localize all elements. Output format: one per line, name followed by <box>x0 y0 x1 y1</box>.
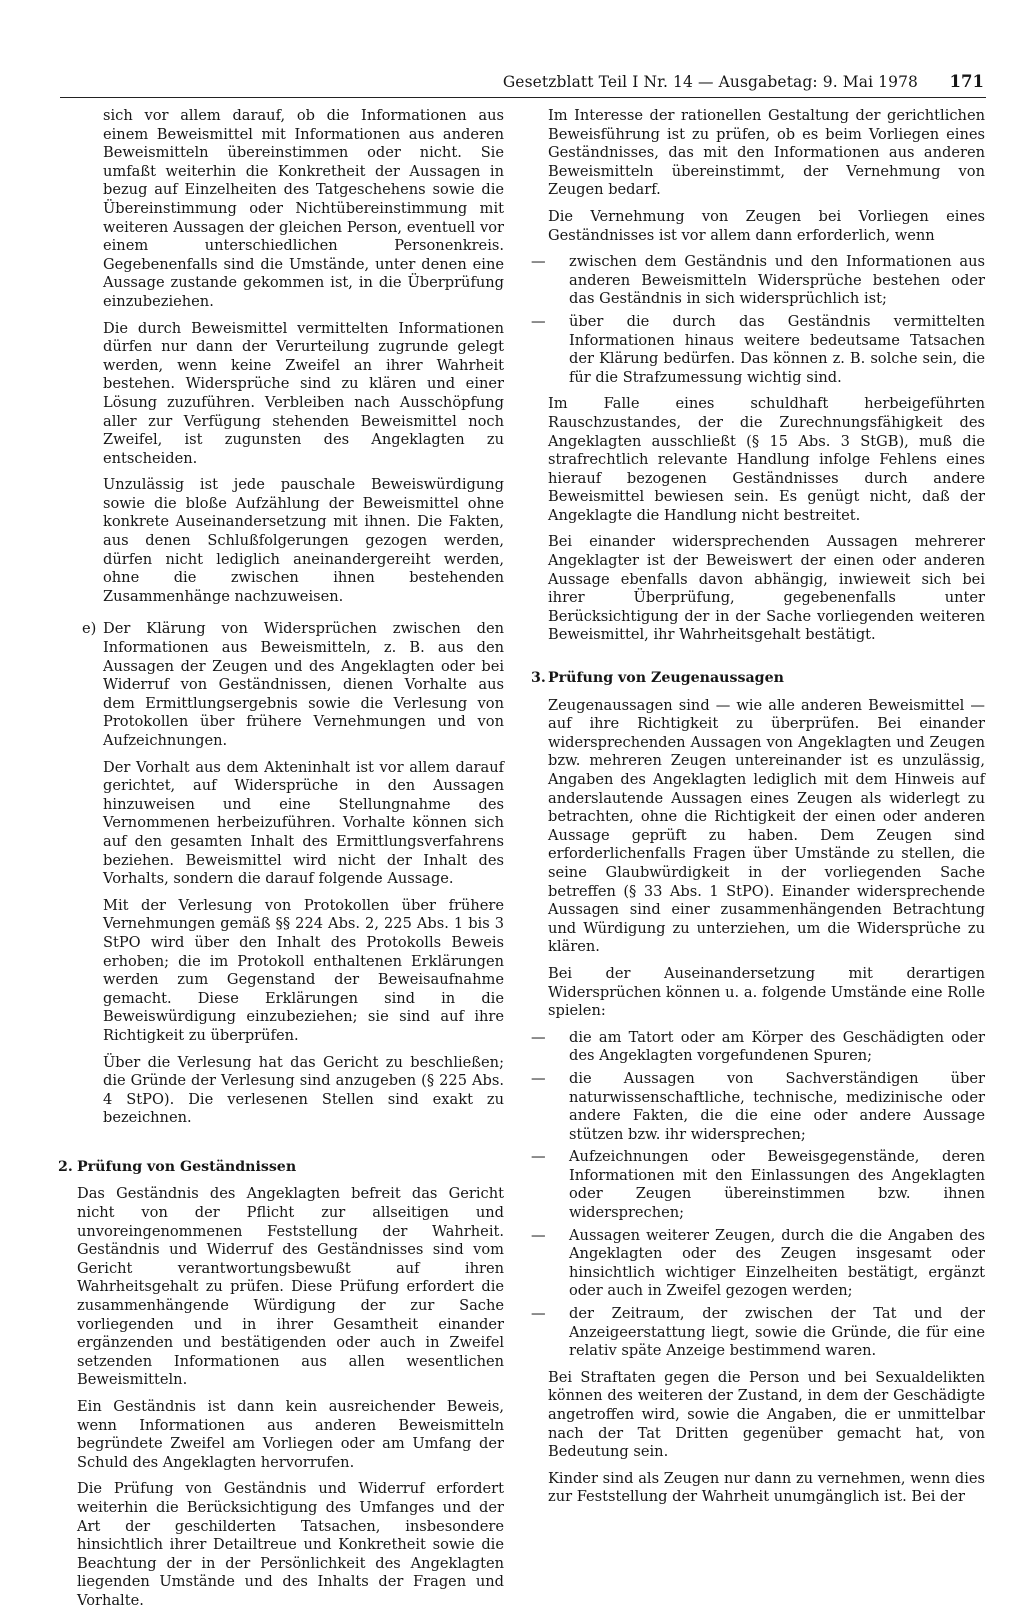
list-item: — Aussagen weiterer Zeugen, durch die die Angaben des Angeklagten oder des Zeugen insgesamt oder hinsichtlich wichtiger Einzelheiten bestätigt, ergänzt oder auch in Zweifel gezogen werden; <box>531 1227 985 1301</box>
paragraph: Der Vorhalt aus dem Akteninhalt ist vor allem darauf gerichtet, auf Widersprüche in den Aussagen hinzuweisen und eine Stellungnahme des Vernommenen herbeizuführen. Vorhalte können sich auf den gesamten Inhalt des Ermittlungsverfahrens beziehen. Beweismittel wird nicht der Inhalt des Vorhalts, sondern die darauf folgende Aussage. <box>103 758 504 888</box>
paragraph: Über die Verlesung hat das Gericht zu beschließen; die Gründe der Verlesung sind anzugeben (§ 225 Abs. 4 StPO). Die verlesenen Stellen sind exakt zu bezeichnen. <box>103 1053 504 1127</box>
section-title: Prüfung von Geständnissen <box>77 1158 297 1175</box>
list-item: — zwischen dem Geständnis und den Informationen aus anderen Beweismitteln Widersprüche bestehen oder das Geständnis in sich widersprüchlich ist; <box>531 253 985 309</box>
list-item: — die Aussagen von Sachverständigen über naturwissenschaftliche, technische, medizinische oder andere Fakten, die die eine oder andere Aussage stützen bzw. ihr widersprechen; <box>531 1070 985 1144</box>
enum-marker: e) <box>82 620 97 638</box>
left-column <box>56 107 504 1619</box>
section-number: 2. <box>58 1158 73 1175</box>
paragraph: Bei der Auseinandersetzung mit derartigen Widersprüchen können u. a. folgende Umstände eine Rolle spielen: <box>548 964 985 1020</box>
enumerated-item-e <box>56 620 504 750</box>
paragraph: Die Vernehmung von Zeugen bei Vorliegen eines Geständnisses ist vor allem dann erforderlich, wenn <box>548 207 985 244</box>
paragraph: Der Klärung von Widersprüchen zwischen den Informationen aus Beweismitteln, z. B. aus den Aussagen der Zeugen und des Angeklagten oder bei Widerruf von Geständnissen, dienen Vorhalte aus dem Ermittlungsergebnis sowie die Verlesung von Protokollen über frühere Vernehmungen und von Aufzeichnungen. <box>103 620 504 749</box>
list-item: — Aufzeichnungen oder Beweisgegenstände, deren Informationen mit den Einlassungen des Angeklagten oder Zeugen übereinstimmen bzw. ihnen widersprechen; <box>531 1148 985 1222</box>
paragraph: Mit der Verlesung von Protokollen über frühere Vernehmungen gemäß §§ 224 Abs. 2, 225 Abs. 1 bis 3 StPO wird über den Inhalt des Protokolls Beweis erhoben; die im Protokoll enthaltenen Erklärungen werden zum Gegenstand der Beweisaufnahme gemacht. Diese Erklärungen sind in die Beweiswürdigung einzubeziehen; sie sind auf ihre Richtigkeit zu überprüfen. <box>103 896 504 1044</box>
list-item: — die am Tatort oder am Körper des Geschädigten oder des Angeklagten vorgefundenen Spuren; <box>531 1029 985 1066</box>
paragraph: Bei Straftaten gegen die Person und bei Sexualdelikten können des weiteren der Zustand, in dem der Geschädigte angetroffen wird, sowie die Angaben, die er unmittelbar nach der Tat Dritten gegenüber gemacht hat, von Bedeutung sein. <box>548 1368 985 1461</box>
paragraph: Bei einander widersprechenden Aussagen mehrerer Angeklagter ist der Beweiswert der einen oder anderen Aussage ebenfalls davon abhängig, inwieweit sich bei ihrer Überprüfung, gegebenenfalls unter Berücksichtigung der in der Sache vorliegenden weiteren Beweismittel, ihr Wahrheitsgehalt bestätigt. <box>548 533 985 644</box>
section-number: 3. <box>531 670 546 687</box>
section-heading-2 <box>56 1158 504 1177</box>
paragraph: Das Geständnis des Angeklagten befreit das Gericht nicht von der Pflicht zur allseitigen und unvoreingenommenen Feststellung der Wahrheit. Geständnis und Widerruf des Geständnisses sind vom Gericht verantwortungsbewußt auf ihren Wahrheitsgehalt zu prüfen. Diese Prüfung erfordert die zusammenhängende Würdigung der zur Sache vorliegenden und in ihrer Gesamtheit einander ergänzenden und bestätigenden oder auch in Zweifel setzenden Informationen aus allen wesentlichen Beweismitteln. <box>77 1185 504 1389</box>
section-title: Prüfung von Zeugenaussagen <box>548 670 784 687</box>
list-item: — über die durch das Geständnis vermittelten Informationen hinaus weitere bedeutsame Tatsachen der Klärung bedürfen. Das können z. B. solche sein, die für die Strafzumessung wichtig sind. <box>531 313 985 387</box>
page-header <box>60 73 986 98</box>
paragraph: Im Falle eines schuldhaft herbeigeführten Rauschzustandes, der die Zurechnungsfähigkeit des Angeklagten ausschließt (§ 15 Abs. 3 StGB), muß die strafrechtlich relevante Handlung infolge Fehlens eines hierauf bezogenen Geständnisses durch andere Beweismittel bewiesen sein. Es genügt nicht, daß der Angeklagte die Handlung nicht bestreitet. <box>548 395 985 524</box>
paragraph: sich vor allem darauf, ob die Informationen aus einem Beweismittel mit Informationen aus anderen Beweismitteln übereinstimmen oder nicht. Sie umfaßt weiterhin die Konkretheit der Aussagen in bezug auf Einzelheiten des Tatgeschehens sowie die Übereinstimmung oder Nichtübereinstimmung mit weiteren Aussagen der gleichen Person, eventuell vor einem unterschiedlichen Personenkreis. Gegebenenfalls sind die Umstände, unter denen eine Aussage zustande gekommen ist, in die Überprüfung einzubeziehen. <box>103 107 504 310</box>
paragraph: Ein Geständnis ist dann kein ausreichender Beweis, wenn Informationen aus anderen Beweismitteln begründete Zweifel am Vorliegen oder am Umfang der Schuld des Angeklagten hervorrufen. <box>77 1398 504 1471</box>
page-number: 171 <box>949 72 984 91</box>
right-column <box>531 107 985 1515</box>
dash-list <box>531 1029 985 1361</box>
paragraph: Unzulässig ist jede pauschale Beweiswürdigung sowie die bloße Aufzählung der Beweismittel ohne konkrete Auseinandersetzung mit ihnen. Die Fakten, aus denen Schlußfolgerungen gezogen werden, dürfen nicht lediglich aneinandergereiht werden, ohne die zwischen ihnen bestehenden Zusammenhänge nachzuweisen. <box>103 476 504 605</box>
paragraph: Im Interesse der rationellen Gestaltung der gerichtlichen Beweisführung ist zu prüfen, ob es beim Vorliegen eines Geständnisses, das mit den Informationen aus anderen Beweismitteln übereinstimmt, der Vernehmung von Zeugen bedarf. <box>548 107 985 199</box>
paragraph: Die Prüfung von Geständnis und Widerruf erfordert weiterhin die Berücksichtigung des Umfanges und der Art der geschilderten Tatsachen, insbesondere hinsichtlich ihrer Detailtreue und Konkretheit sowie die Beachtung der in der Persönlichkeit des Angeklagten liegenden Umstände und des Inhalts der Fragen und Vorhalte. <box>77 1480 504 1609</box>
header-title: Gesetzblatt Teil I Nr. 14 — Ausgabetag: 9. Mai 1978 <box>502 73 918 91</box>
paragraph: Zeugenaussagen sind — wie alle anderen Beweismittel — auf ihre Richtigkeit zu überprüfen. Bei einander widersprechenden Aussagen von Angeklagten und Zeugen bzw. mehreren Zeugen untereinander ist es unzulässig, Angaben des Angeklagten lediglich mit dem Hinweis auf anderslautende Aussagen eines Zeugen als widerlegt zu betrachten, ohne die Richtigkeit der einen oder anderen Aussage geprüft zu haben. Dem Zeugen sind erforderlichenfalls Fragen über Umstände zu stellen, die seine Glaubwürdigkeit in der vorliegenden Sache betreffen (§ 33 Abs. 1 StPO). Einander widersprechende Aussagen sind einer zusammenhängenden Betrachtung und Würdigung zu unterziehen, um die Widersprüche zu klären. <box>548 696 985 956</box>
dash-list <box>531 253 985 387</box>
paragraph: Die durch Beweismittel vermittelten Informationen dürfen nur dann der Verurteilung zugrunde gelegt werden, wenn keine Zweifel an ihrer Wahrheit bestehen. Widersprüche sind zu klären und einer Lösung zuzuführen. Verbleiben nach Ausschöpfung aller zur Verfügung stehenden Beweismittel noch Zweifel, ist zugunsten des Angeklagten zu entscheiden. <box>103 319 504 467</box>
section-heading-3 <box>531 669 985 688</box>
paragraph: Kinder sind als Zeugen nur dann zu vernehmen, wenn dies zur Feststellung der Wahrheit unumgänglich ist. Bei der <box>548 1469 985 1506</box>
list-item: — der Zeitraum, der zwischen der Tat und der Anzeigeerstattung liegt, sowie die Gründe, die für eine relativ späte Anzeige bestimmend waren. <box>531 1305 985 1361</box>
